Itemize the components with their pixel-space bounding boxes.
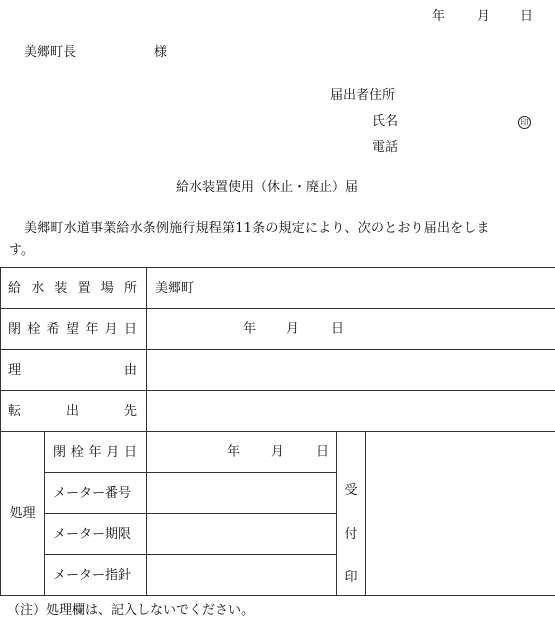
meter-number-value-cell — [147, 473, 337, 514]
meter-reading-value-cell — [147, 555, 337, 596]
meter-number-label-cell — [45, 473, 147, 514]
meter-reading-label: メーター指針 — [53, 567, 132, 583]
processing-closing-date-label: 閉 栓 年 月 日 — [53, 444, 137, 460]
reception-label-cell — [337, 432, 366, 596]
closing-date-label-cell — [1, 309, 147, 350]
meter-number-label: メーター番号 — [53, 485, 132, 501]
closing-date-day: 日 — [331, 321, 345, 337]
date-year: 年 — [432, 9, 446, 24]
addressee-suffix: 様 — [154, 45, 168, 60]
seal-mark — [518, 115, 531, 129]
reason-value-cell[interactable] — [147, 350, 555, 391]
row-location — [1, 268, 555, 309]
location-label-cell — [1, 268, 147, 309]
reason-label-cell — [1, 350, 147, 391]
processing-closing-date-value-cell — [147, 432, 337, 473]
body-text-line2: す。 — [9, 243, 34, 258]
meter-expiry-value-cell — [147, 514, 337, 555]
body-text-line1: 美郷町水道事業給水条例施行規程第11条の規定により、次のとおり届出をしま — [24, 221, 490, 236]
location-value: 美郷町 — [155, 280, 195, 296]
applicant-name-label: 氏名 — [372, 114, 399, 129]
reason-label: 理 由 — [8, 362, 137, 378]
application-form-table — [0, 267, 555, 596]
date-month: 月 — [477, 9, 491, 24]
row-closing-date — [1, 309, 555, 350]
addressee: 美郷町長 — [24, 45, 77, 60]
meter-reading-label-cell — [45, 555, 147, 596]
meter-expiry-label: メーター期限 — [53, 526, 132, 542]
processing-closing-date-day: 日 — [316, 444, 330, 460]
forwarding-label-cell — [1, 391, 147, 432]
processing-closing-date-month: 月 — [271, 444, 285, 460]
row-processing-closing-date — [1, 432, 555, 473]
document-title: 給水装置使用（休止・廃止）届 — [176, 180, 359, 195]
forwarding-value-cell[interactable] — [147, 391, 555, 432]
processing-closing-date-year: 年 — [227, 444, 241, 460]
closing-date-month: 月 — [286, 321, 300, 337]
forwarding-label: 転 出 先 — [8, 403, 137, 419]
footnote: （注）処理欄は、記入しないでください。 — [7, 603, 255, 618]
processing-label-cell — [1, 432, 45, 596]
location-label: 給 水 装 置 場 所 — [8, 280, 137, 296]
location-value-cell[interactable] — [147, 268, 555, 309]
seal-mark-icon: 印 — [518, 116, 531, 129]
meter-expiry-label-cell — [45, 514, 147, 555]
reception-label: 受 付 印 — [344, 483, 358, 585]
row-reason — [1, 350, 555, 391]
applicant-phone-label: 電話 — [372, 140, 399, 155]
date-day: 日 — [520, 9, 534, 24]
reception-stamp-area — [366, 432, 555, 596]
processing-closing-date-label-cell — [45, 432, 147, 473]
closing-date-year: 年 — [243, 321, 257, 337]
applicant-address-label: 届出者住所 — [330, 88, 396, 103]
closing-date-value-cell[interactable] — [147, 309, 555, 350]
row-forwarding — [1, 391, 555, 432]
closing-date-label: 閉 栓 希 望 年 月 日 — [8, 321, 137, 337]
processing-label: 処理 — [9, 506, 36, 521]
